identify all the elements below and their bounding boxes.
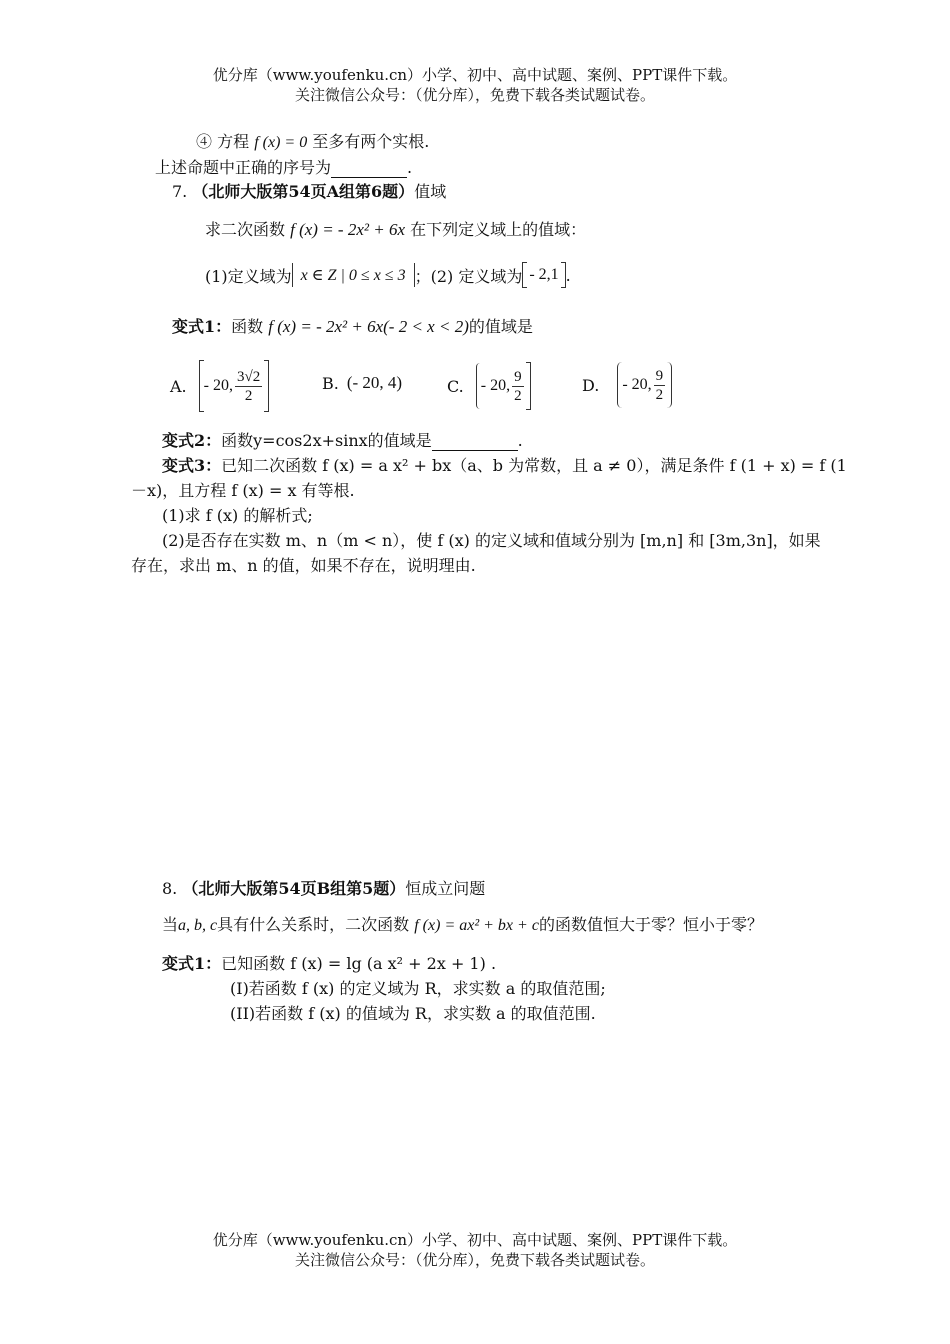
- q8-heading: 8. （北师大版第54页B组第5题）恒成立问题: [162, 879, 486, 898]
- q7-variant3: 变式3：已知二次函数 f (x) = a x² + bx（a、b 为常数，且 a ≠ 0），满足条件 f (1 + x) = f (1: [162, 456, 847, 475]
- q8-stem: 当a, b, c具有什么关系时，二次函数 f (x) = ax² + bx + c的函数值恒大于零？恒小于零？: [162, 915, 763, 934]
- option-b: B. (- 20, 4): [322, 373, 403, 393]
- q8-variant1-part2: (II)若函数 f (x) 的值域为 R，求实数 a 的取值范围.: [230, 1004, 596, 1023]
- page-header-line2: 关注微信公众号：（优分库），免费下载各类试题试卷。: [294, 86, 655, 104]
- q7-variant3-part2: (2)是否存在实数 m、n（m < n），使 f (x) 的定义域和值域分别为 [m,n] 和 [3m,3n]，如果: [162, 531, 821, 550]
- q7-parts: (1)定义域为 x ∈ Z | 0 ≤ x ≤ 3 ；(2) 定义域为 - 2,1 .: [205, 262, 571, 288]
- page-footer-line2: 关注微信公众号：（优分库），免费下载各类试题试卷。: [294, 1251, 655, 1269]
- q7-variant3-part1: (1)求 f (x) 的解析式;: [162, 506, 313, 525]
- page-footer-line1: 优分库（www.youfenku.cn）小学、初中、高中试题、案例、PPT课件下载。: [212, 1231, 738, 1249]
- q7-variant3-line2: －x)，且方程 f (x) = x 有等根.: [131, 481, 355, 500]
- q7-heading: 7. （北师大版第54页A组第6题）值域: [172, 182, 447, 201]
- q8-variant1-part1: (I)若函数 f (x) 的定义域为 R，求实数 a 的取值范围;: [230, 979, 606, 998]
- option-a: A. - 20, $\frac{3√2}{2}$: [170, 360, 269, 412]
- page-header-line1: 优分库（www.youfenku.cn）小学、初中、高中试题、案例、PPT课件下载。: [212, 66, 738, 84]
- q7-variant3-part2-line2: 存在，求出 m、n 的值，如果不存在，说明理由.: [131, 556, 476, 575]
- q6-item4: ④ 方程 f (x) = 0 至多有两个实根.: [196, 132, 430, 151]
- answer-blank: [331, 158, 407, 178]
- option-d: D. - 20, $\frac{9}{2}$: [582, 362, 672, 408]
- answer-blank: [432, 431, 518, 451]
- q7-variant1: 变式1：函数 f (x) = - 2x² + 6x(- 2 < x < 2)的值域是: [172, 317, 533, 336]
- q8-variant1: 变式1：已知函数 f (x) = lg (a x² + 2x + 1) .: [162, 954, 497, 973]
- q7-stem: 求二次函数 f (x) = - 2x² + 6x 在下列定义域上的值域：: [205, 220, 587, 239]
- q7-variant2: 变式2：函数y=cos2x+sinx的值域是 .: [162, 431, 523, 450]
- option-c: C. - 20, $\frac{9}{2}$: [447, 362, 531, 410]
- q6-answer-prompt: 上述命题中正确的序号为 .: [155, 158, 413, 177]
